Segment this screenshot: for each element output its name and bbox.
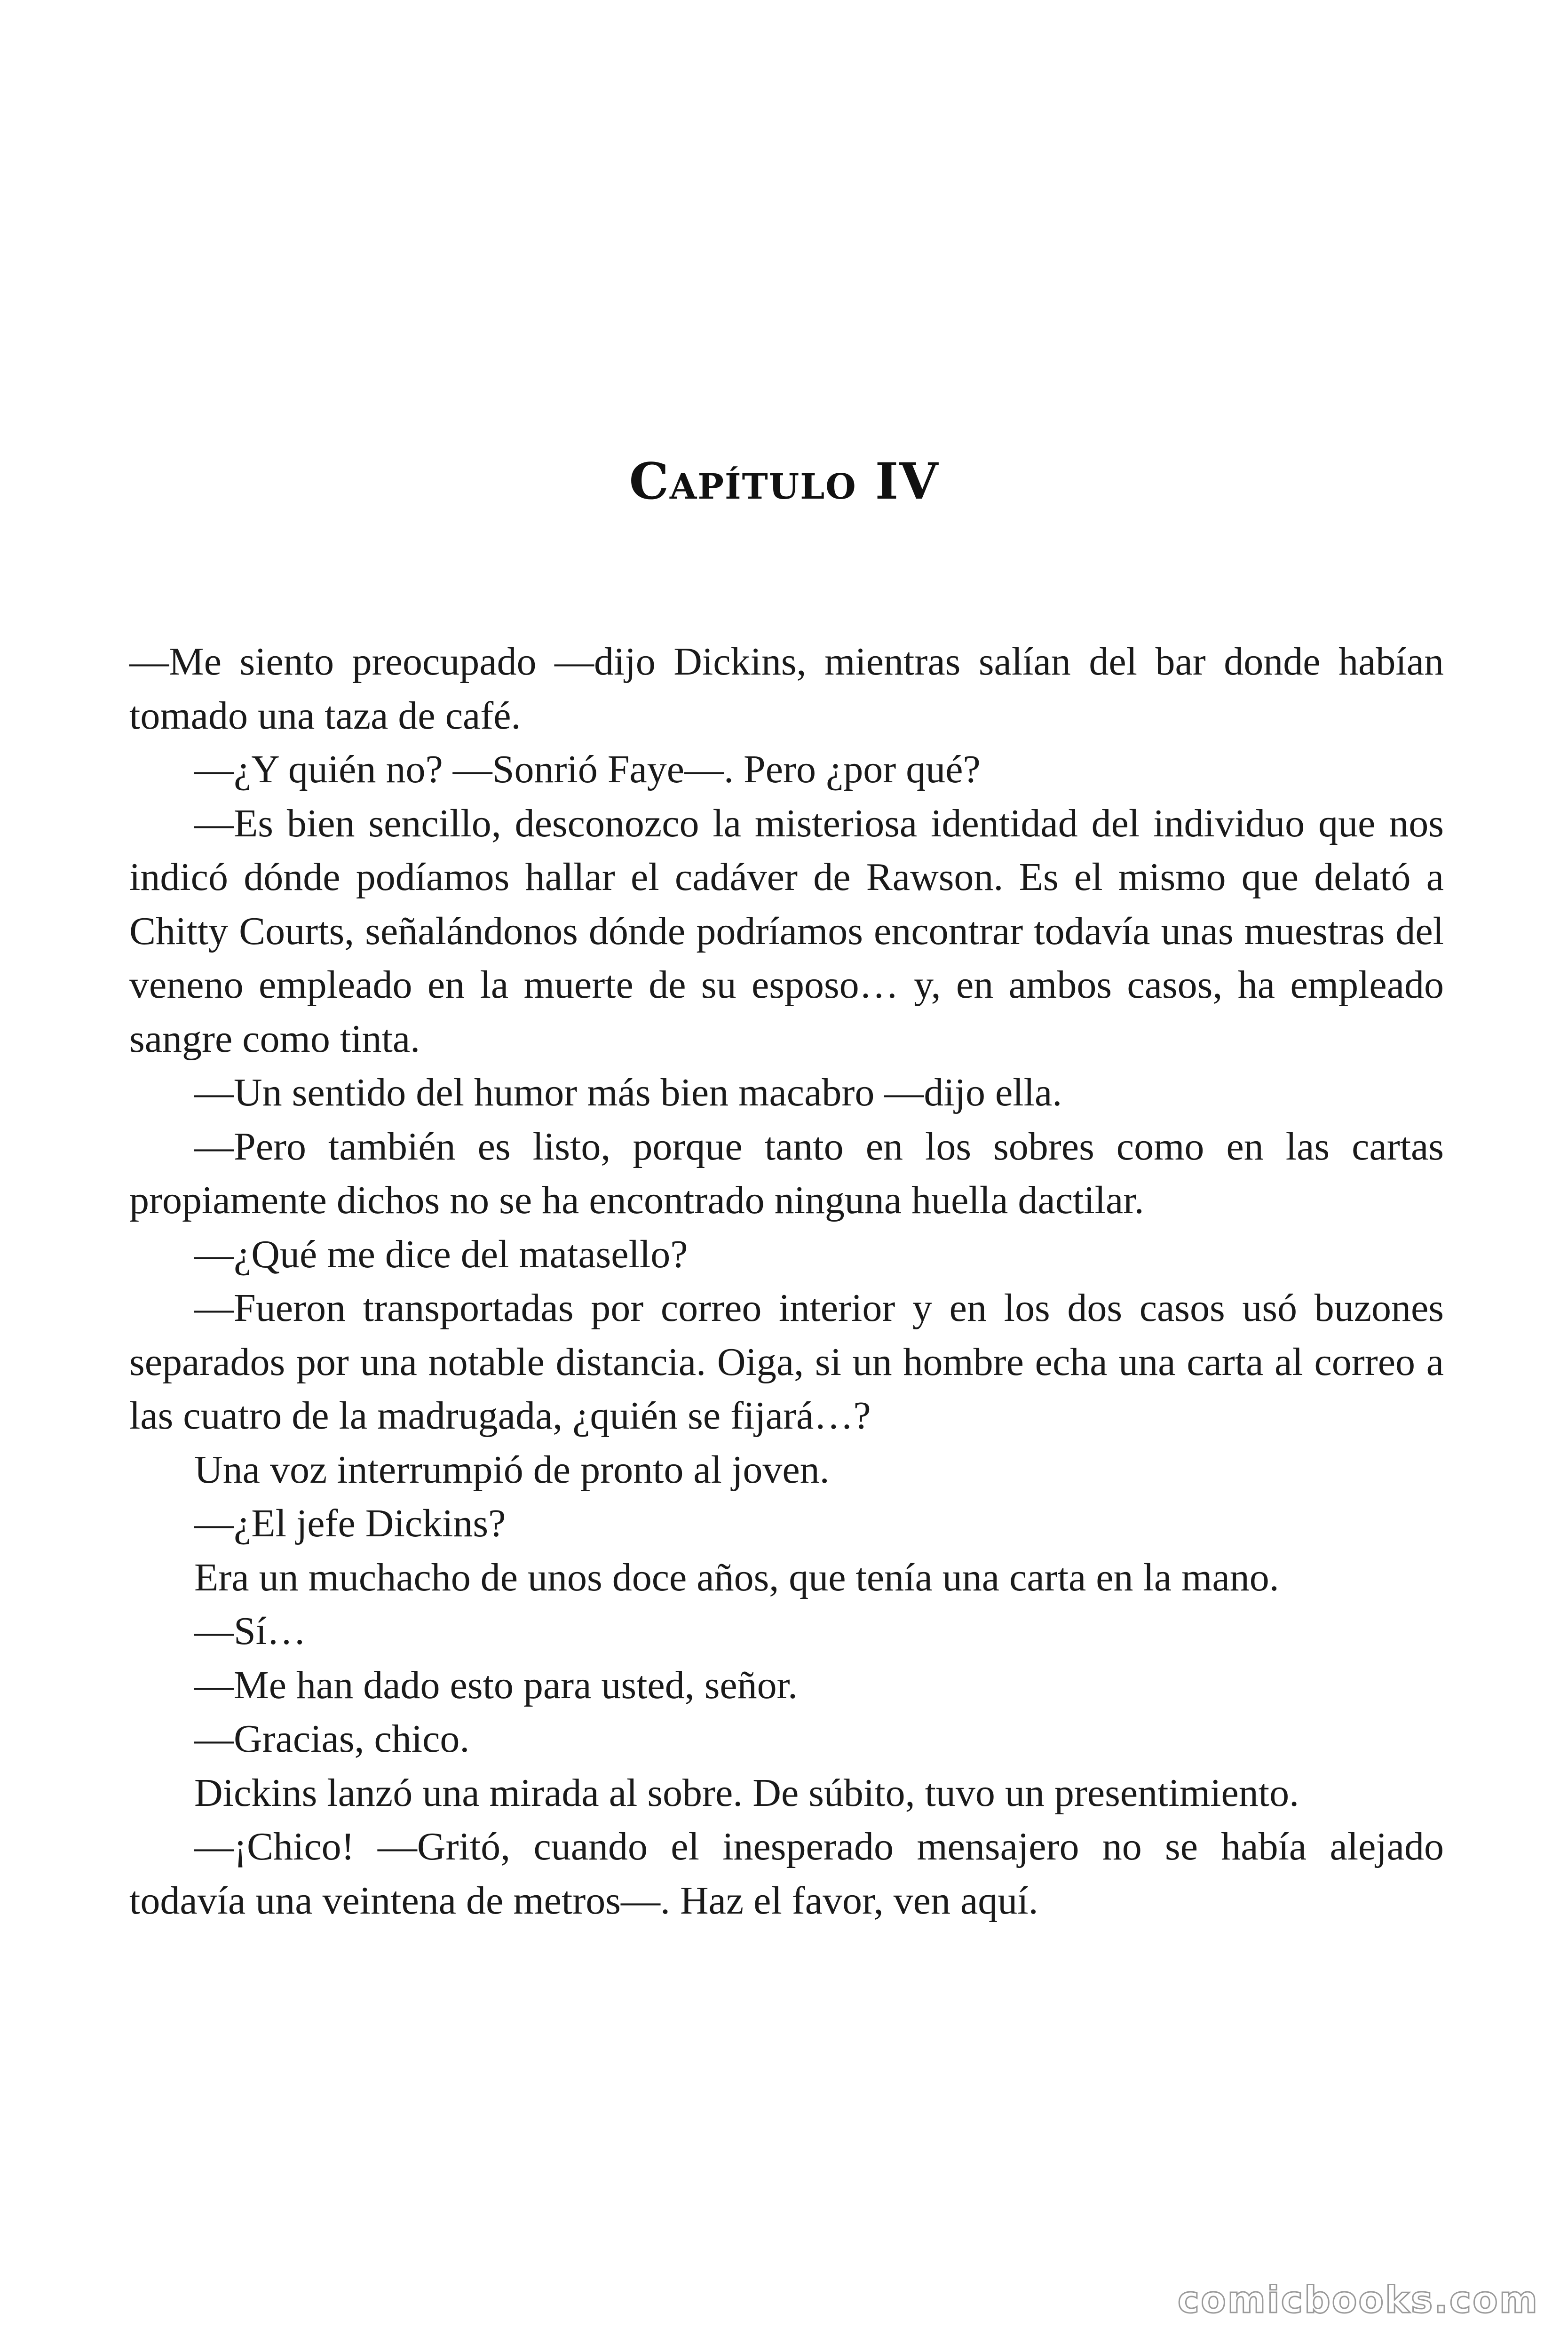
paragraph: Era un muchacho de unos doce años, que tenía una carta en la mano.	[194, 1555, 1279, 1599]
paragraph: —Me siento preocupado —dijo Dickins, mientras salían del bar donde habían tomado una taza de café.	[129, 640, 1444, 738]
watermark: comicbooks.com	[1177, 2279, 1539, 2321]
paragraph: —Un sentido del humor más bien macabro —dijo ella.	[194, 1071, 1062, 1114]
paragraph: —Sí…	[194, 1609, 307, 1653]
paragraph: —¿Qué me dice del matasello?	[194, 1232, 688, 1276]
paragraph: Una voz interrumpió de pronto al joven.	[194, 1447, 830, 1492]
paragraph: —¿El jefe Dickins?	[194, 1502, 506, 1545]
paragraph: —Me han dado esto para usted, señor.	[194, 1663, 798, 1707]
paragraph: —Pero también es listo, porque tanto en los sobres como en las cartas propiamente dichos no se ha encontrado ninguna huella dactilar.	[129, 1124, 1444, 1222]
paragraph: —Gracias, chico.	[194, 1717, 470, 1761]
paragraph: —¡Chico! —Gritó, cuando el inesperado mensajero no se había alejado todavía una veintena de metros—. Haz el favor, ven aquí.	[129, 1825, 1444, 1923]
paragraph: —Fueron transportadas por correo interior y en los dos casos usó buzones separados por una notable distancia. Oiga, si un hombre echa una carta al correo a las cuatro de la madrugada, ¿quién se fijará…?	[129, 1286, 1444, 1438]
chapter-body	[129, 635, 1444, 1928]
paragraph: Dickins lanzó una mirada al sobre. De súbito, tuvo un presentimiento.	[194, 1771, 1299, 1815]
paragraph: —Es bien sencillo, desconozco la misteriosa identidad del individuo que nos indicó dónde podíamos hallar el cadáver de Rawson. Es el mismo que delató a Chitty Courts, señalándonos dónde podríamos encontrar todavía unas muestras del veneno empleado en la muerte de su esposo… y, en ambos casos, ha empleado sangre como tinta.	[129, 801, 1444, 1061]
paragraph: —¿Y quién no? —Sonrió Faye—. Pero ¿por qué?	[194, 747, 981, 791]
chapter-title: Capítulo IV	[629, 452, 939, 510]
